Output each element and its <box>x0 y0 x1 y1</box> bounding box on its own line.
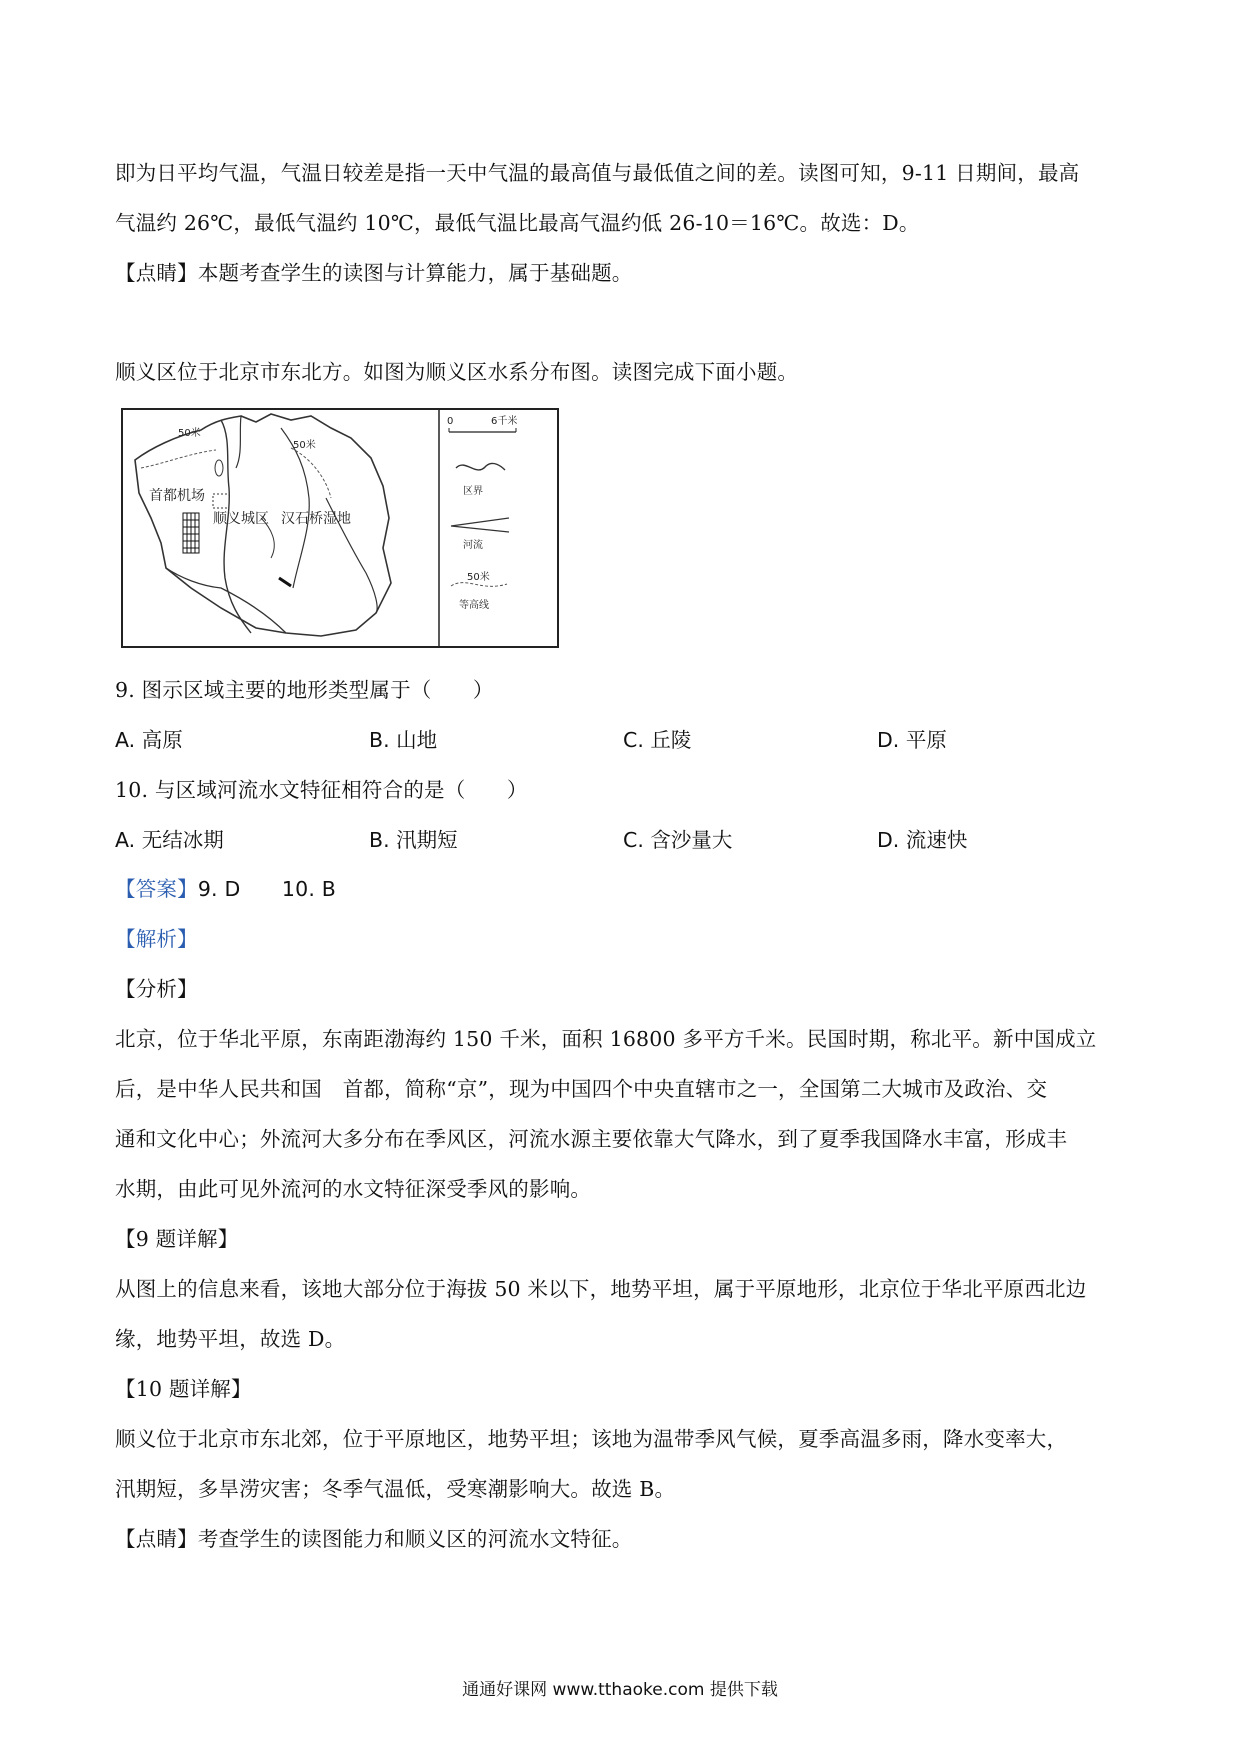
question-intro: 顺义区位于北京市东北方。如图为顺义区水系分布图。读图完成下面小题。 <box>115 360 799 384</box>
dianjing2-tag: 【点睛】 <box>115 1527 198 1551</box>
detail9-line-2: 缘，地势平坦，故选 D。 <box>115 1327 346 1351</box>
fenxi-line-2: 后，是中华人民共和国 首都，简称“京”，现为中国四个中央直辖市之一，全国第二大城市及政治、交 <box>115 1077 1048 1101</box>
airport-hatch <box>183 513 199 553</box>
q9-option-b: B. 山地 <box>369 728 438 752</box>
legend-contour-value: 50米 <box>467 572 490 583</box>
detail10-tag: 【10 题详解】 <box>115 1377 252 1401</box>
detail9-tag: 【9 题详解】 <box>115 1227 239 1251</box>
fenxi-line-4: 水期，由此可见外流河的水文特征深受季风的影响。 <box>115 1177 592 1201</box>
prev-explanation-line-1: 即为日平均气温，气温日较差是指一天中气温的最高值与最低值之间的差。读图可知，9-11 日期间，最高 <box>115 161 1080 185</box>
answer-tag: 【答案】 <box>115 877 198 901</box>
dianjing2 <box>115 1525 633 1553</box>
prev-explanation-line-2: 气温约 26℃，最低气温约 10℃，最低气温比最高气温约低 26-10＝16℃。故选：D。 <box>115 211 920 235</box>
legend-boundary: 区界 <box>463 486 483 497</box>
map-legend <box>447 414 517 611</box>
q9-option-d: D. 平原 <box>877 728 947 752</box>
fenxi-tag: 【分析】 <box>115 977 198 1001</box>
page-footer: 通通好课网 www.tthaoke.com 提供下载 <box>462 1680 778 1700</box>
prev-dianjing <box>115 259 633 287</box>
q9-stem: 9. 图示区域主要的地形类型属于（ ） <box>115 678 494 702</box>
fenxi-line-3: 通和文化中心；外流河大多分布在季风区，河流水源主要依靠大气降水，到了夏季我国降水丰富，形成丰 <box>115 1127 1068 1151</box>
q10-option-a: A. 无结冰期 <box>115 828 224 852</box>
q9-option-c: C. 丘陵 <box>623 728 692 752</box>
dianjing2-text: 考查学生的读图能力和顺义区的河流水文特征。 <box>197 1527 633 1551</box>
answer-text: 9. D 10. B <box>197 877 337 901</box>
detail10-line-1: 顺义位于北京市东北郊，位于平原地区，地势平坦；该地为温带季风气候，夏季高温多雨，降水变率大， <box>115 1427 1068 1451</box>
q10-option-b: B. 汛期短 <box>369 828 458 852</box>
fenxi-line-1: 北京，位于华北平原，东南距渤海约 150 千米，面积 16800 多平方千米。民国时期，称北平。新中国成立 <box>115 1027 1097 1051</box>
dianjing-tag: 【点睛】 <box>115 261 198 285</box>
jiexi-tag: 【解析】 <box>115 927 198 951</box>
detail9-line-1: 从图上的信息来看，该地大部分位于海拔 50 米以下，地势平坦，属于平原地形，北京位于华北平原西北边 <box>115 1277 1087 1301</box>
label-contour-left: 50米 <box>178 428 201 439</box>
legend-river: 河流 <box>463 540 483 551</box>
map-drawing <box>121 408 559 648</box>
q9-option-a: A. 高原 <box>115 728 183 752</box>
q10-option-c: C. 含沙量大 <box>623 828 733 852</box>
legend-scale-km: 6千米 <box>491 416 518 427</box>
dianjing-text: 本题考查学生的读图与计算能力，属于基础题。 <box>197 261 633 285</box>
label-capital-airport: 首都机场 <box>149 488 205 504</box>
label-shunyi-city: 顺义城区 <box>213 511 269 527</box>
q10-option-d: D. 流速快 <box>877 828 968 852</box>
q10-stem: 10. 与区域河流水文特征相符合的是（ ） <box>115 778 528 802</box>
detail10-line-2: 汛期短，多旱涝灾害；冬季气温低，受寒潮影响大。故选 B。 <box>115 1477 676 1501</box>
shunyi-river-map <box>121 408 559 648</box>
legend-contour: 等高线 <box>459 600 489 611</box>
legend-scale-zero: 0 <box>447 416 454 427</box>
answer-line <box>115 875 336 903</box>
label-hanshiqiao: 汉石桥湿地 <box>281 511 351 527</box>
label-contour-right: 50米 <box>293 440 316 451</box>
